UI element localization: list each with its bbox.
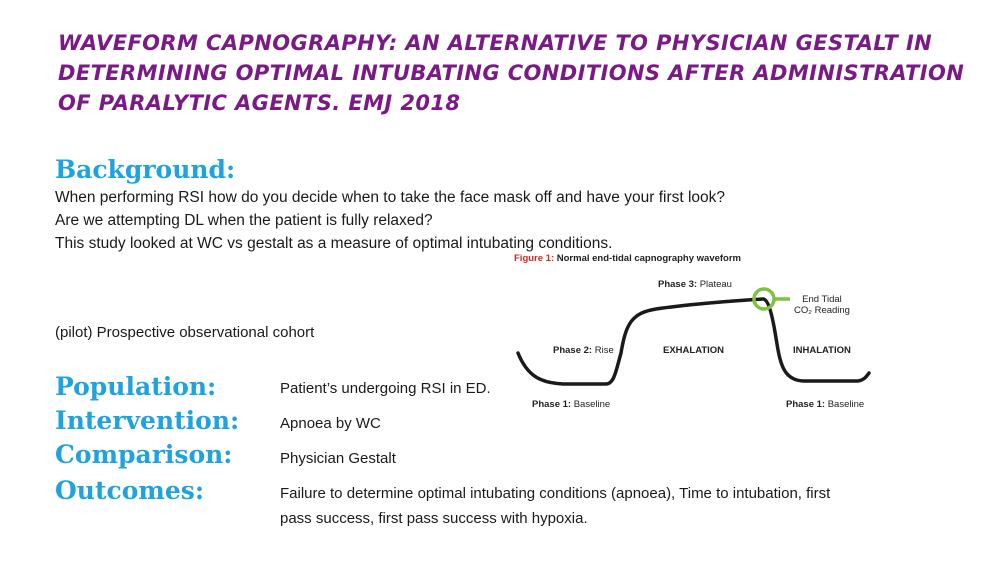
title-line-1: WAVEFORM CAPNOGRAPHY: AN ALTERNATIVE TO PHYSICIAN GESTALT IN [58, 31, 933, 55]
inhalation-label: INHALATION [793, 345, 851, 356]
phase1-right-label: Phase 1: Baseline [786, 399, 865, 410]
comparison-text: Physician Gestalt [280, 450, 396, 467]
phase1-left-label: Phase 1: Baseline [532, 399, 611, 410]
end-tidal-label: End Tidal CO₂ Reading [794, 294, 850, 316]
background-line-2: Are we attempting DL when the patient is fully relaxed? [55, 212, 433, 229]
background-heading: Background: [55, 155, 236, 184]
intervention-text: Apnoea by WC [280, 415, 381, 432]
figure-caption: Normal end-tidal capnography waveform [556, 253, 741, 264]
capnography-figure [508, 253, 888, 423]
slide-title [58, 28, 965, 118]
exhalation-label: EXHALATION [663, 345, 725, 356]
figure-number: Figure 1: [514, 253, 555, 264]
background-line-3: This study looked at WC vs gestalt as a measure of optimal intubating conditions. [55, 235, 613, 252]
title-line-3: OF PARALYTIC AGENTS. EMJ 2018 [58, 91, 461, 115]
phase2-label: Phase 2: Rise [553, 345, 614, 356]
intervention-heading: Intervention: [55, 406, 240, 435]
comparison-heading: Comparison: [55, 440, 233, 469]
background-line-1: When performing RSI how do you decide when to take the face mask off and have your first look? [55, 189, 726, 206]
outcomes-heading: Outcomes: [55, 476, 205, 505]
outcomes-text-line-2: pass success, first pass success with hypoxia. [280, 510, 588, 527]
study-type: (pilot) Prospective observational cohort [55, 324, 315, 341]
title-line-2: DETERMINING OPTIMAL INTUBATING CONDITIONS AFTER ADMINISTRATION [58, 61, 965, 85]
population-text: Patient’s undergoing RSI in ED. [280, 380, 491, 397]
phase3-label: Phase 3: Plateau [658, 279, 732, 290]
population-heading: Population: [55, 372, 217, 401]
outcomes-text-line-1: Failure to determine optimal intubating conditions (apnoea), Time to intubation, first [280, 485, 831, 502]
